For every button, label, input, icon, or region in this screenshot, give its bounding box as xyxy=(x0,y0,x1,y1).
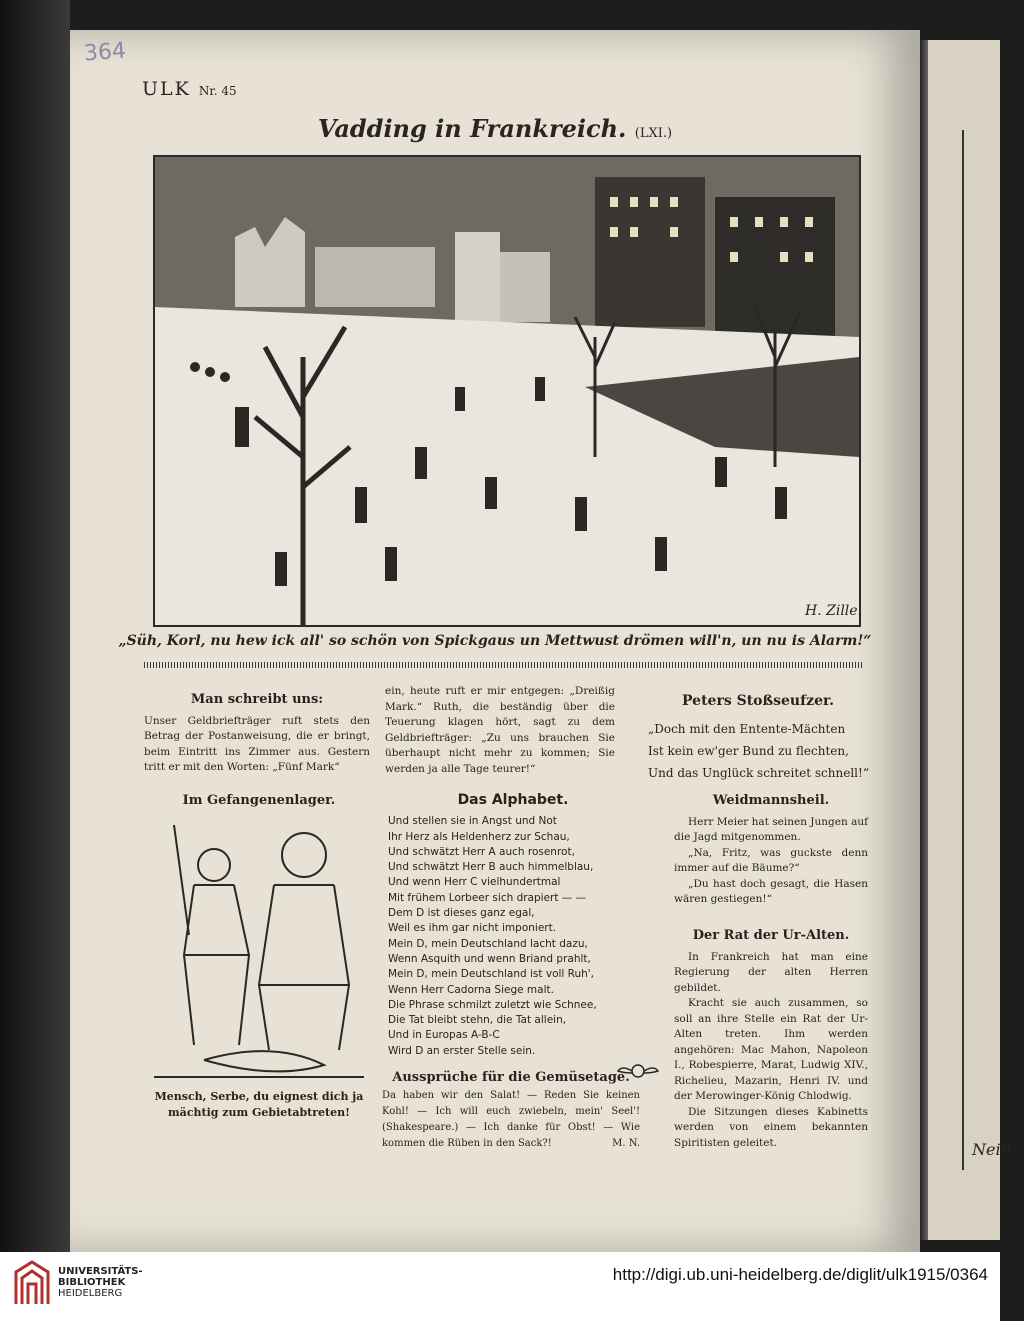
alphabet-line: Wenn Asquith und wenn Briand prahlt, xyxy=(388,952,591,965)
peters-heading: Peters Stoßseufzer. xyxy=(682,693,834,709)
peters-line: „Doch mit den Entente-Mächten xyxy=(648,722,846,736)
prisoner-body xyxy=(259,885,349,1050)
guard-head xyxy=(198,849,230,881)
rat-column xyxy=(674,928,868,1151)
alphabet-line: Dem D ist dieses ganz egal, xyxy=(388,907,535,920)
cartoon-number: (LXI.) xyxy=(634,126,673,141)
page-header xyxy=(142,78,237,100)
prisoner-head xyxy=(282,833,326,877)
prisoner-sketch xyxy=(154,815,364,1085)
building-white xyxy=(500,252,550,322)
alphabet-line: Und wenn Herr C vielhundertmal xyxy=(388,876,561,889)
footer-bar xyxy=(0,1252,1000,1321)
library-logo-icon xyxy=(12,1260,52,1306)
library-name-line: HEIDELBERG xyxy=(58,1288,123,1299)
man-schreibt-text-2: ein, heute ruft er mir entgegen: „Dreißig Mark.“ Ruth, die beständig über die Teuerung klagen hört, sagt zu dem Geldbriefträger: „Zu uns brauchen Sie überhaupt nicht mehr zu kommen; Sie werden ja alle Tage teurer!“ xyxy=(385,685,615,775)
guard-body xyxy=(184,885,249,1045)
library-name-line: UNIVERSITÄTS- xyxy=(58,1266,143,1277)
library-name xyxy=(58,1266,143,1299)
ground-figure xyxy=(204,1051,324,1071)
pencil-page-number: 364 xyxy=(83,38,127,67)
book-spine xyxy=(0,0,70,1260)
alphabet-line: Wenn Herr Cadorna Siege malt. xyxy=(388,983,554,996)
artist-signature: H. Zille. xyxy=(805,603,863,619)
weidmannsheil-heading: Weidmannsheil. xyxy=(712,793,830,808)
snowy-square xyxy=(155,307,859,625)
alphabet-heading: Das Alphabet. xyxy=(457,792,569,808)
alphabet-line: Und in Europas A-B-C xyxy=(388,1029,500,1042)
man-schreibt-text-1: Unser Geldbriefträger ruft stets den Betrag der Postanweisung, die er bringt, beim Eintritt ins Zimmer aus. Gestern tritt er mit den Worten: „Fünf Mark“ xyxy=(144,714,370,773)
peters-line: Und das Unglück schreitet schnell!“ xyxy=(648,766,869,780)
man-schreibt-heading: Man schreibt uns: xyxy=(190,692,324,707)
alphabet-line: Und schwätzt Herr A auch rosenrot, xyxy=(388,845,575,858)
next-page-edge xyxy=(920,40,1011,1240)
rat-p2: Kracht sie auch zusammen, so soll an ihre Stelle ein Rat der Ur-Alten treten. Ihm werden angehören: Mac Mahon, Napoleon I., Robespierre, Marat, Ludwig XIV., Richelieu, Mazarin, Henri IV. und der Merowinger-König Chlodwig. xyxy=(674,997,868,1102)
cartoon-caption: „Süh, Korl, nu hew ick all' so schön von Spickgaus un Mettwust drömen will'n, un nu is Alarm!“ xyxy=(118,633,872,649)
library-name-line: BIBLIOTHEK xyxy=(58,1277,126,1288)
gefangenenlager-caption: Mensch, Serbe, du eignest dich ja mächtig zum Gebietabtreten! xyxy=(154,1089,364,1119)
peters-column xyxy=(648,690,868,784)
rat-heading: Der Rat der Ur-Alten. xyxy=(692,928,850,943)
cartoon-title xyxy=(70,114,920,143)
gefangenenlager-column xyxy=(144,793,374,1121)
aussprueche-heading: Aussprüche für die Gemüsetage. xyxy=(392,1070,630,1085)
source-url-link[interactable]: http://digi.ub.uni-heidelberg.de/diglit/ulk1915/0364 xyxy=(612,1265,988,1284)
alphabet-line: Die Tat bleibt stehn, die Tat allein, xyxy=(388,1014,567,1027)
next-page-illustration-border xyxy=(962,130,1024,1170)
alphabet-line: Mein D, mein Deutschland ist voll Ruh', xyxy=(388,968,595,981)
alphabet-line: Ihr Herz als Heldenherz zur Schau, xyxy=(388,830,570,843)
man-schreibt-column xyxy=(144,692,370,776)
alphabet-line: Und schwätzt Herr B auch himmelblau, xyxy=(388,861,594,874)
next-page-word: Nein xyxy=(972,1140,1011,1159)
alphabet-line: Mein D, mein Deutschland lacht dazu, xyxy=(388,937,588,950)
weidmannsheil-p2: „Na, Fritz, was guckste denn immer auf die Bäume?“ xyxy=(674,846,868,874)
aussprueche-column xyxy=(382,1070,640,1152)
aussprueche-text: Da haben wir den Salat! — Reden Sie keinen Kohl! — Ich will euch zwiebeln, mein' Seel'! (Shakespeare.) — Ich danke für Obst! — Wie kommen die Rüben in den Sack?! xyxy=(382,1090,640,1149)
weidmannsheil-p1: Herr Meier hat seinen Jungen auf die Jagd mitgenommen. xyxy=(674,815,868,843)
alphabet-line: Mit frühem Lorbeer sich drapiert — — xyxy=(388,891,587,904)
alphabet-line: Wird D an erster Stelle sein. xyxy=(388,1044,536,1057)
alphabet-line: Die Phrase schmilzt zuletzt wie Schnee, xyxy=(388,998,597,1011)
weidmannsheil-column xyxy=(674,793,868,908)
weidmannsheil-p3: „Du hast doch gesagt, die Hasen wären gestiegen!“ xyxy=(674,877,868,905)
man-schreibt-continued xyxy=(385,684,615,777)
cartoon-title-text: Vadding in Frankreich. xyxy=(317,114,627,143)
ruin-wall xyxy=(315,247,435,307)
alphabet-line: Weil es ihm gar nicht imponiert. xyxy=(388,922,557,935)
rat-p3: Die Sitzungen dieses Kabinetts werden von einem bekannten Spiritisten geleitet. xyxy=(674,1105,868,1149)
rat-p1: In Frankreich hat man eine Regierung der alten Herren gebildet. xyxy=(674,950,868,994)
hatched-divider xyxy=(144,662,864,668)
alphabet-column xyxy=(388,793,638,1059)
alphabet-line: Und stellen sie in Angst und Not xyxy=(388,815,557,828)
building-white xyxy=(455,232,500,322)
rifle xyxy=(174,825,189,935)
cartoon-illustration xyxy=(153,155,861,627)
magazine-page xyxy=(70,30,920,1252)
gefangenenlager-heading: Im Gefangenenlager. xyxy=(182,793,336,808)
magazine-title: ULK xyxy=(142,78,191,100)
peters-line: Ist kein ew'ger Bund zu flechten, xyxy=(648,744,849,758)
issue-number: Nr. 45 xyxy=(198,84,237,98)
aussprueche-signature: M. N. xyxy=(612,1138,640,1149)
